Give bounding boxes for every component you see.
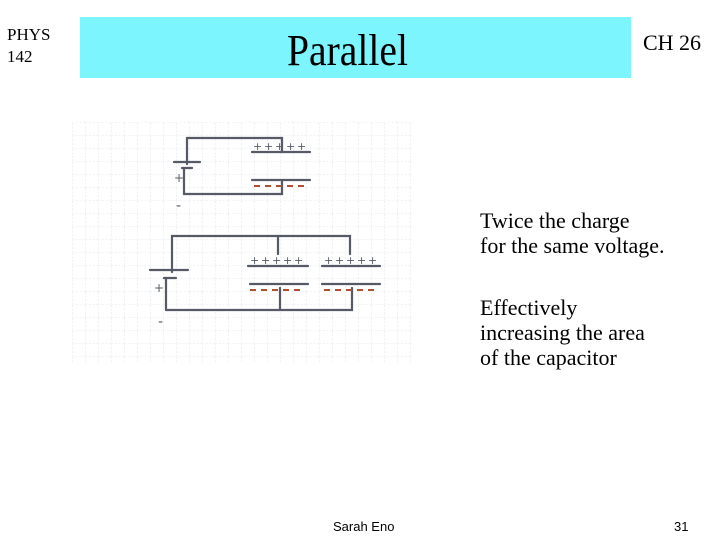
course-line1: PHYS <box>7 25 51 44</box>
area-statement-line1: Effectively <box>480 295 578 320</box>
svg-text:+: + <box>250 254 260 267</box>
svg-text:+: + <box>275 140 285 153</box>
parallel-capacitor-sketch <box>72 122 412 362</box>
battery-plus-1: + <box>174 171 185 185</box>
svg-text:+: + <box>272 254 282 267</box>
svg-text:+: + <box>335 254 345 267</box>
area-statement <box>480 295 645 370</box>
svg-text:+: + <box>286 140 296 153</box>
author-footer: Sarah Eno <box>333 519 395 534</box>
positive-charges-1 <box>253 140 306 153</box>
battery-minus-1: - <box>176 198 182 214</box>
charge-statement-line1: Twice the charge <box>480 208 630 233</box>
svg-text:+: + <box>283 254 293 267</box>
area-statement-line3: of the capacitor <box>480 345 617 370</box>
svg-text:+: + <box>368 254 378 267</box>
course-line2: 142 <box>7 47 33 66</box>
course-label <box>7 24 50 68</box>
svg-text:+: + <box>324 254 334 267</box>
svg-text:+: + <box>253 140 263 153</box>
charge-statement <box>480 208 665 258</box>
svg-text:+: + <box>264 140 274 153</box>
page-number: 31 <box>674 519 689 534</box>
battery-plus-2: + <box>154 281 165 295</box>
svg-text:+: + <box>294 254 304 267</box>
slide-title: Parallel <box>287 26 408 75</box>
svg-text:+: + <box>357 254 367 267</box>
area-statement-line2: increasing the area <box>480 320 645 345</box>
svg-text:+: + <box>297 140 307 153</box>
charge-statement-line2: for the same voltage. <box>480 233 665 258</box>
chapter-label: CH 26 <box>643 30 702 55</box>
svg-text:+: + <box>346 254 356 267</box>
graph-paper-grid <box>72 122 412 362</box>
battery-minus-2: - <box>158 314 164 330</box>
svg-text:+: + <box>261 254 271 267</box>
